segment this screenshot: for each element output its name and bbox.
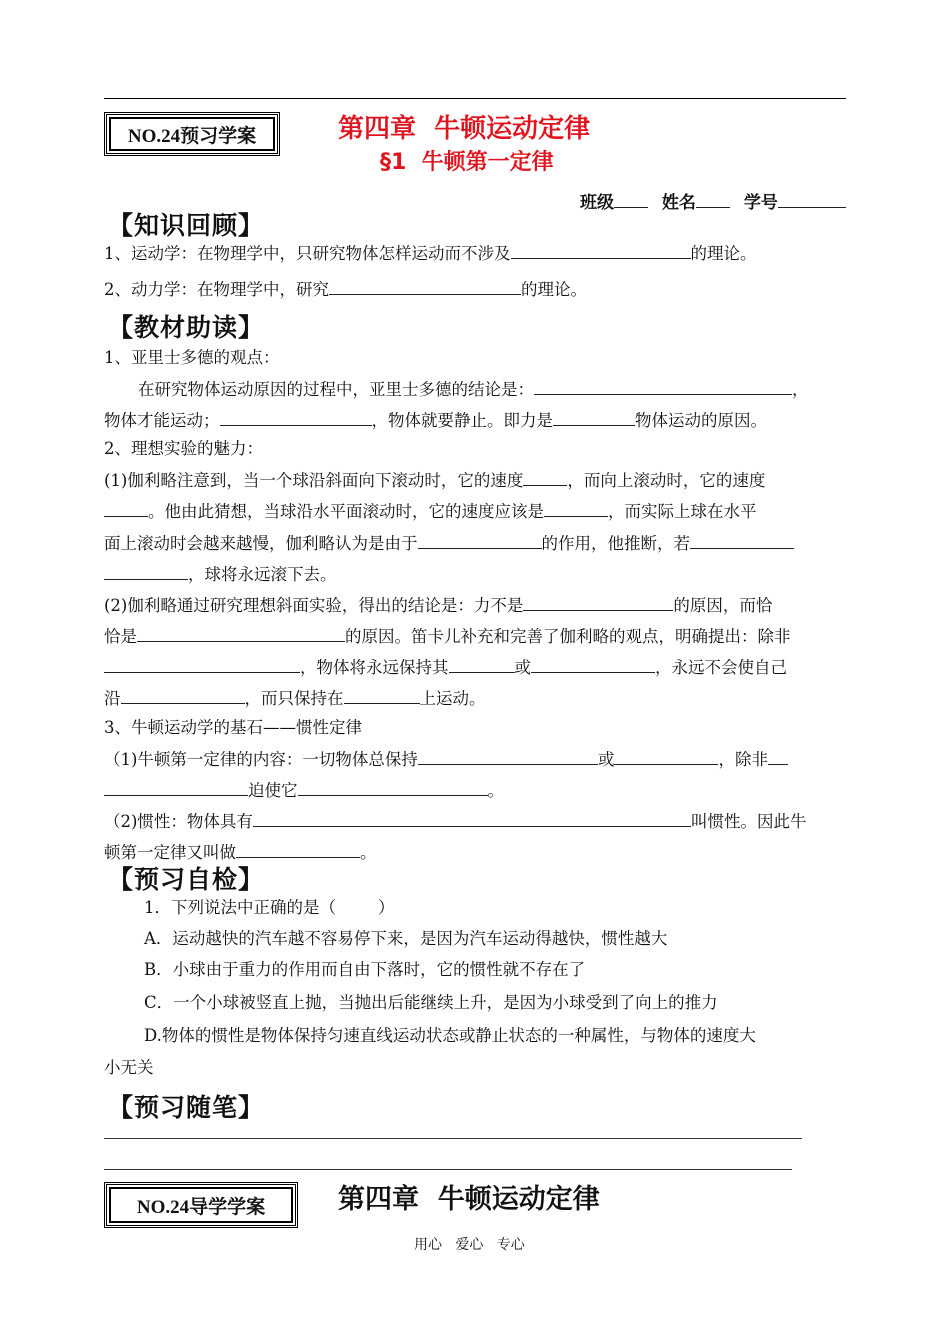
reading-p2-l5: (2)伽利略通过研究理想斜面实验，得出的结论是：力不是 的原因，而恰 xyxy=(104,592,772,618)
reading-p3-l4: 顿第一定律又叫做 。 xyxy=(104,839,377,865)
top-rule xyxy=(104,98,846,99)
reading-p2-blank10[interactable] xyxy=(449,654,515,673)
reading-p2-l8: 沿 ，而只保持在 上运动。 xyxy=(104,685,486,711)
id-blank[interactable] xyxy=(778,189,846,208)
reading-p3-l3: （2)惯性：物体具有 叫惯性。因此牛 xyxy=(104,808,806,834)
name-blank[interactable] xyxy=(696,189,730,208)
reading-p2-title: 2、理想实验的魅力： xyxy=(104,439,263,458)
review-heading: 【知识回顾】 xyxy=(108,211,265,240)
reading-p2-l7: ，物体将永远保持其 或 ，永远不会使自己 xyxy=(104,654,787,680)
selfcheck-option-a[interactable]: A．运动越快的汽车越不容易停下来，是因为汽车运动得越快，惯性越大 xyxy=(144,929,668,948)
section-title: §1 牛顿第一定律 xyxy=(380,150,554,175)
selfcheck-heading: 【预习自检】 xyxy=(108,865,265,894)
reading-p2-blank5[interactable] xyxy=(690,530,794,549)
reading-p2-l6: 恰是 的原因。笛卡儿补充和完善了伽利略的观点，明确提出：除非 xyxy=(104,623,791,649)
reading-p2-l4: ，球将永远滚下去。 xyxy=(104,561,337,587)
reading-p1-blank1[interactable] xyxy=(534,376,792,395)
reading-p2-blank9[interactable] xyxy=(104,654,300,673)
reading-p1-title: 1、亚里士多德的观点： xyxy=(104,348,280,367)
next-chapter-title: 第四章 牛顿运动定律 xyxy=(338,1184,600,1215)
reading-p2-blank7[interactable] xyxy=(523,592,673,611)
reading-p3-blank3[interactable] xyxy=(768,746,788,765)
student-info xyxy=(580,188,846,213)
notes-line-1[interactable] xyxy=(104,1138,802,1139)
notes-heading: 【预习随笔】 xyxy=(108,1093,265,1122)
reading-heading: 【教材助读】 xyxy=(108,313,265,342)
reading-p1-l1: 在研究物体运动原因的过程中，亚里士多德的结论是： ， xyxy=(138,376,809,402)
guided-plan-label: NO.24导学学案 xyxy=(136,1196,266,1218)
notes-line-2[interactable] xyxy=(104,1169,792,1170)
class-blank[interactable] xyxy=(614,189,648,208)
reading-p3-blank6[interactable] xyxy=(253,808,691,827)
guided-plan-box xyxy=(104,1182,298,1228)
reading-p3-blank5[interactable] xyxy=(298,777,488,796)
class-label: 班级 xyxy=(580,193,614,213)
id-label: 学号 xyxy=(743,193,778,213)
reading-p2-blank8[interactable] xyxy=(137,623,345,642)
reading-p2-blank1[interactable] xyxy=(523,467,567,486)
selfcheck-option-c[interactable]: C．一个小球被竖直上抛，当抛出后能继续上升，是因为小球受到了向上的推力 xyxy=(144,993,718,1012)
reading-p1-l2: 物体才能运动； ，物体就要静止。即力是 物体运动的原因。 xyxy=(104,407,767,433)
reading-p3-blank1[interactable] xyxy=(418,746,598,765)
reading-p2-blank4[interactable] xyxy=(418,530,542,549)
reading-p3-blank2[interactable] xyxy=(614,746,718,765)
selfcheck-option-b[interactable]: B．小球由于重力的作用而自由下落时，它的惯性就不存在了 xyxy=(144,960,586,979)
selfcheck-question: 1．下列说法中正确的是（ ） xyxy=(144,898,395,917)
preview-plan-box xyxy=(104,112,280,156)
review-q2: 2、动力学：在物理学中，研究 的理论。 xyxy=(104,276,587,302)
preview-plan-label: NO.24预习学案 xyxy=(127,125,257,147)
reading-p2-l1: (1)伽利略注意到，当一个球沿斜面向下滚动时，它的速度 ，而向上滚动时，它的速度 xyxy=(104,467,765,493)
reading-p3-blank4[interactable] xyxy=(104,777,248,796)
review-q1: 1、运动学：在物理学中，只研究物体怎样运动而不涉及 的理论。 xyxy=(104,240,757,266)
reading-p3-title: 3、牛顿运动学的基石——惯性定律 xyxy=(104,718,362,737)
reading-p3-l1: （1)牛顿第一定律的内容：一切物体总保持 或 ，除非 xyxy=(104,746,788,772)
chapter-title: 第四章 牛顿运动定律 xyxy=(338,114,591,144)
reading-p2-blank3[interactable] xyxy=(544,498,608,517)
reading-p2-blank11[interactable] xyxy=(531,654,655,673)
reading-p2-blank6[interactable] xyxy=(104,561,188,580)
reading-p2-l3: 面上滚动时会越来越慢，伽利略认为是由于 的作用，他推断，若 xyxy=(104,530,794,556)
review-q2-blank[interactable] xyxy=(329,276,521,295)
reading-p2-blank12[interactable] xyxy=(121,685,245,704)
reading-p3-blank7[interactable] xyxy=(236,839,360,858)
review-q1-blank[interactable] xyxy=(511,240,691,259)
reading-p1-blank2[interactable] xyxy=(220,407,372,426)
reading-p3-l2: 迫使它 。 xyxy=(104,777,504,803)
selfcheck-option-d-line1[interactable]: D.物体的惯性是物体保持匀速直线运动状态或静止状态的一种属性，与物体的速度大 xyxy=(144,1026,756,1045)
selfcheck-option-d-line2: 小无关 xyxy=(104,1058,154,1077)
reading-p1-blank3[interactable] xyxy=(553,407,635,426)
reading-p2-blank2[interactable] xyxy=(104,498,148,517)
reading-p2-blank13[interactable] xyxy=(344,685,420,704)
name-label: 姓名 xyxy=(661,193,696,213)
reading-p2-l2: 。他由此猜想，当球沿水平面滚动时，它的速度应该是 ，而实际上球在水平 xyxy=(104,498,757,524)
footer-text: 用心 爱心 专心 xyxy=(414,1237,525,1253)
